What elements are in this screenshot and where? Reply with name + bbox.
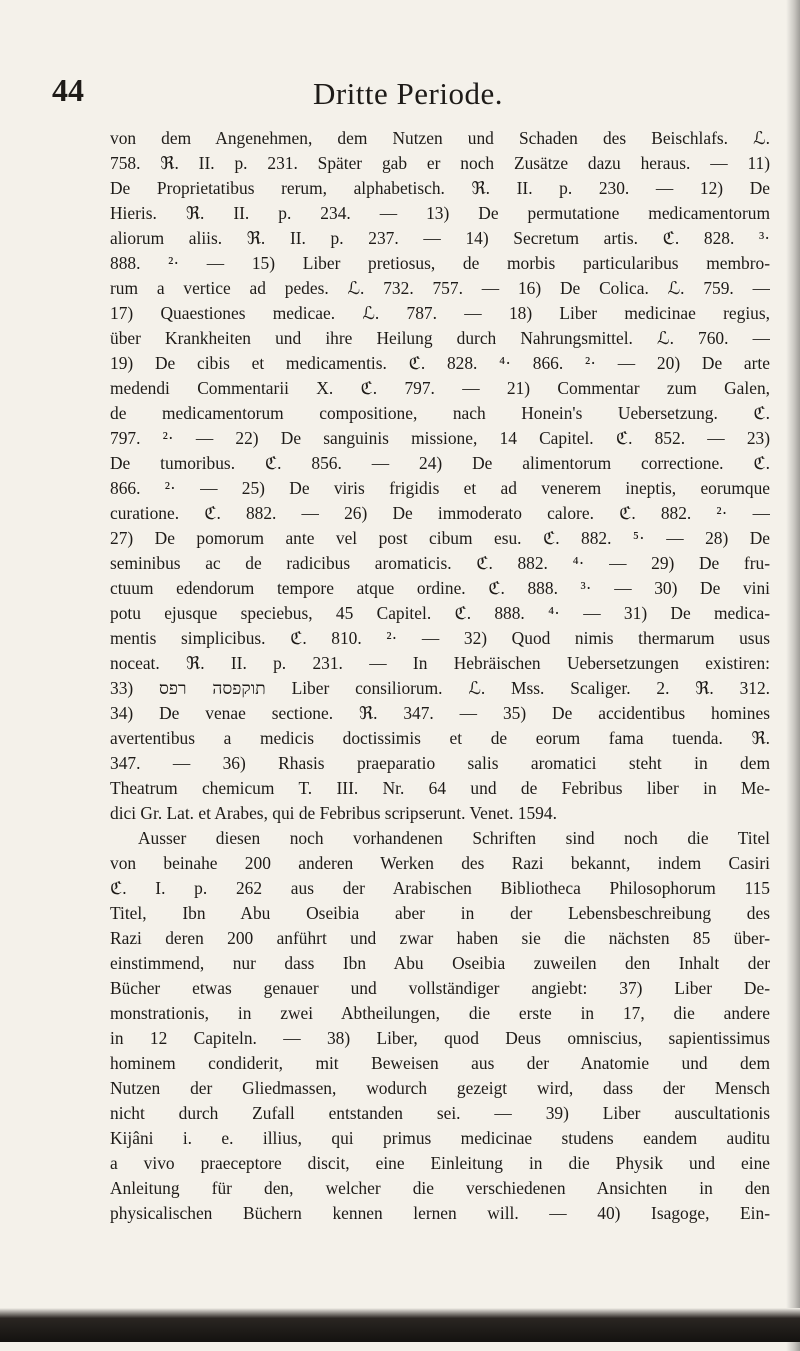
page-bottom-edge — [0, 1308, 800, 1342]
text-line: über Krankheiten und ihre Heilung durch Nahrungsmittel. ℒ. 760. — — [110, 328, 770, 348]
text-line: 758. ℜ. II. p. 231. Später gab er noch Zusätze dazu heraus. — 11) — [110, 153, 770, 173]
text-line: 34) De venae sectione. ℜ. 347. — 35) De accidentibus homines — [110, 703, 770, 723]
text-line: rum a vertice ad pedes. ℒ. 732. 757. — 16) De Colica. ℒ. 759. — — [110, 278, 770, 298]
text-line: 866. ²· — 25) De viris frigidis et ad venerem ineptis, eorumque — [110, 478, 770, 498]
text-line: Razi deren 200 anführt und zwar haben sie die nächsten 85 über- — [110, 928, 770, 948]
page-header — [52, 70, 764, 118]
text-line: 797. ²· — 22) De sanguinis missione, 14 Capitel. ℭ. 852. — 23) — [110, 428, 770, 448]
text-line: medendi Commentarii X. ℭ. 797. — 21) Commentar zum Galen, — [110, 378, 770, 398]
text-line: De tumoribus. ℭ. 856. — 24) De alimentorum correctione. ℭ. — [110, 453, 770, 473]
text-line: a vivo praeceptore discit, eine Einleitung in die Physik und eine — [110, 1153, 770, 1173]
text-line: de medicamentorum compositione, nach Honein's Uebersetzung. ℭ. — [110, 403, 770, 423]
text-line: ℭ. I. p. 262 aus der Arabischen Bibliotheca Philosophorum 115 — [110, 878, 770, 898]
text-line: einstimmend, nur dass Ibn Abu Oseibia zuweilen den Inhalt der — [110, 953, 770, 973]
text-line: Kijâni i. e. illius, qui primus medicinae studens eandem auditu — [110, 1128, 770, 1148]
text-line: De Proprietatibus rerum, alphabetisch. ℜ. II. p. 230. — 12) De — [110, 178, 770, 198]
text-line: von dem Angenehmen, dem Nutzen und Schaden des Beischlafs. ℒ. — [110, 128, 770, 148]
text-line: Titel, Ibn Abu Oseibia aber in der Lebensbeschreibung des — [110, 903, 770, 923]
text-line: 347. — 36) Rhasis praeparatio salis aromatici steht in dem — [110, 753, 770, 773]
text-line: Bücher etwas genauer und vollständiger angiebt: 37) Liber De- — [110, 978, 770, 998]
text-line: noceat. ℜ. II. p. 231. — In Hebräischen Uebersetzungen existiren: — [110, 653, 770, 673]
text-line: 27) De pomorum ante vel post cibum esu. ℭ. 882. ⁵· — 28) De — [110, 528, 770, 548]
text-line: seminibus ac de radicibus aromaticis. ℭ. 882. ⁴· — 29) De fru- — [110, 553, 770, 573]
text-line: 888. ²· — 15) Liber pretiosus, de morbis particularibus membro- — [110, 253, 770, 273]
text-line: dici Gr. Lat. et Arabes, qui de Febribus scripserunt. Venet. 1594. — [110, 803, 557, 823]
text-line: 19) De cibis et medicamentis. ℭ. 828. ⁴· 866. ²· — 20) De arte — [110, 353, 770, 373]
running-title: Dritte Periode. — [312, 76, 503, 111]
page-edge-shadow — [786, 0, 800, 1351]
text-line: von beinahe 200 anderen Werken des Razi bekannt, indem Casiri — [110, 853, 770, 873]
text-line: Theatrum chemicum T. III. Nr. 64 und de Febribus liber in Me- — [110, 778, 770, 798]
text-line: Hieris. ℜ. II. p. 234. — 13) De permutatione medicamentorum — [110, 203, 770, 223]
page-number: 44 — [52, 72, 84, 108]
text-line: Nutzen der Gliedmassen, wodurch gezeigt wird, dass der Mensch — [110, 1078, 770, 1098]
text-line: Ausser diesen noch vorhandenen Schriften sind noch die Titel — [138, 828, 770, 848]
text-line: Anleitung für den, welcher die verschiedenen Ansichten in den — [110, 1178, 770, 1198]
text-line: nicht durch Zufall entstanden sei. — 39) Liber auscultationis — [110, 1103, 770, 1123]
text-line: aliorum aliis. ℜ. II. p. 237. — 14) Secretum artis. ℭ. 828. ³· — [110, 228, 770, 248]
text-line: ctuum edendorum tempore atque ordine. ℭ. 888. ³· — 30) De vini — [110, 578, 770, 598]
text-line: curatione. ℭ. 882. — 26) De immoderato calore. ℭ. 882. ²· — — [110, 503, 770, 523]
text-line: avertentibus a medicis doctissimis et de eorum fama tuenda. ℜ. — [110, 728, 770, 748]
text-line: potu ejusque speciebus, 45 Capitel. ℭ. 888. ⁴· — 31) De medica- — [110, 603, 770, 623]
text-line: physicalischen Büchern kennen lernen will. — 40) Isagoge, Ein- — [110, 1203, 770, 1223]
body-text — [110, 126, 770, 1226]
text-line: 17) Quaestiones medicae. ℒ. 787. — 18) Liber medicinae regius, — [110, 303, 770, 323]
text-line: mentis simplicibus. ℭ. 810. ²· — 32) Quod nimis thermarum usus — [110, 628, 770, 648]
text-line: monstrationis, in zwei Abtheilungen, die erste in 17, die andere — [110, 1003, 770, 1023]
text-line: hominem condiderit, mit Beweisen aus der Anatomie und dem — [110, 1053, 770, 1073]
text-line: 33) תוקפסה רפס Liber consiliorum. ℒ. Mss. Scaliger. 2. ℜ. 312. — [110, 678, 770, 698]
text-line: in 12 Capiteln. — 38) Liber, quod Deus omniscius, sapientissimus — [110, 1028, 770, 1048]
